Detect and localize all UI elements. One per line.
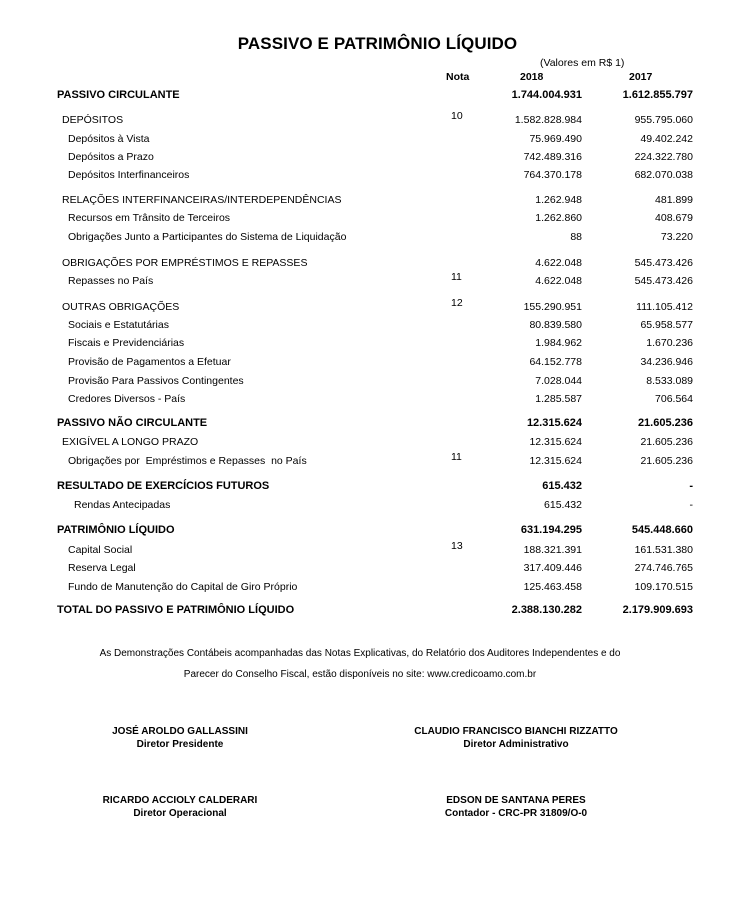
table-row	[0, 562, 755, 580]
table-row	[0, 524, 755, 542]
row-value-2017: 274.746.765	[634, 562, 693, 574]
table-row	[0, 89, 755, 107]
table-row	[0, 436, 755, 454]
row-value-2017: 49.402.242	[640, 133, 693, 145]
row-value-2018: 88	[570, 231, 582, 243]
row-value-2017: -	[689, 499, 693, 511]
row-value-2018: 125.463.458	[523, 581, 582, 593]
table-row	[0, 110, 755, 132]
row-label: Depósitos a Prazo	[68, 151, 154, 163]
table-row	[0, 581, 755, 599]
table-row	[0, 604, 755, 622]
row-value-2017: -	[689, 480, 693, 492]
row-label: Rendas Antecipadas	[74, 499, 171, 511]
row-value-2018: 4.622.048	[535, 275, 582, 287]
table-row	[0, 169, 755, 187]
row-nota: 11	[451, 451, 462, 463]
signature-role: Diretor Presidente	[136, 739, 224, 750]
signature-name: JOSÉ AROLDO GALLASSINI	[112, 726, 248, 737]
column-header-2018: 2018	[520, 71, 544, 83]
row-value-2017: 224.322.780	[634, 151, 693, 163]
row-value-2018: 1.285.587	[535, 393, 582, 405]
row-label: PASSIVO NÃO CIRCULANTE	[57, 417, 208, 429]
table-row	[0, 480, 755, 498]
row-value-2018: 4.622.048	[535, 257, 582, 269]
table-row	[0, 319, 755, 337]
column-header-2017: 2017	[629, 71, 653, 83]
table-row	[0, 499, 755, 517]
row-value-2018: 631.194.295	[520, 524, 582, 536]
row-label: Credores Diversos - País	[68, 393, 186, 405]
table-row	[0, 540, 755, 562]
footnote-line-2: Parecer do Conselho Fiscal, estão disponíveis no site: www.credicoamo.com.br	[183, 669, 537, 680]
table-row	[0, 194, 755, 212]
row-label: RELAÇÕES INTERFINANCEIRAS/INTERDEPENDÊNCIAS	[62, 194, 342, 206]
row-label: Capital Social	[68, 544, 133, 556]
page-title: PASSIVO E PATRIMÔNIO LÍQUIDO	[237, 34, 518, 53]
row-label: OBRIGAÇÕES POR EMPRÉSTIMOS E REPASSES	[62, 257, 308, 269]
table-row	[0, 417, 755, 435]
table-row	[0, 212, 755, 230]
row-label: Obrigações Junto a Participantes do Sistema de Liquidação	[68, 231, 347, 243]
units-note: (Valores em R$ 1)	[540, 57, 625, 69]
table-row	[0, 151, 755, 169]
row-value-2018: 742.489.316	[523, 151, 582, 163]
row-value-2017: 545.448.660	[631, 524, 693, 536]
row-value-2018: 1.262.948	[535, 194, 582, 206]
row-value-2017: 1.612.855.797	[622, 89, 693, 101]
row-value-2017: 545.473.426	[634, 257, 693, 269]
table-row	[0, 271, 755, 293]
signature-block-president	[80, 725, 280, 751]
row-label: EXIGÍVEL A LONGO PRAZO	[62, 436, 199, 448]
row-nota: 13	[451, 540, 463, 552]
row-value-2017: 161.531.380	[634, 544, 693, 556]
row-label: Depósitos Interfinanceiros	[68, 169, 190, 181]
signature-block-accountant	[416, 794, 616, 820]
row-value-2018: 64.152.778	[529, 356, 582, 368]
signature-name: CLAUDIO FRANCISCO BIANCHI RIZZATTO	[414, 726, 618, 737]
table-row	[0, 356, 755, 374]
row-value-2017: 545.473.426	[634, 275, 693, 287]
row-value-2018: 1.262.860	[535, 212, 582, 224]
row-value-2017: 481.899	[655, 194, 693, 206]
row-label: Recursos em Trânsito de Terceiros	[68, 212, 231, 224]
table-row	[0, 297, 755, 319]
row-label: Repasses no País	[68, 275, 154, 287]
row-label: Fiscais e Previdenciárias	[68, 337, 185, 349]
row-value-2018: 1.984.962	[535, 337, 582, 349]
table-row	[0, 393, 755, 411]
row-label: Provisão de Pagamentos a Efetuar	[68, 356, 231, 368]
row-nota: 12	[451, 297, 463, 309]
signature-name: EDSON DE SANTANA PERES	[446, 795, 586, 806]
row-label: Obrigações por Empréstimos e Repasses no País	[68, 455, 307, 467]
row-value-2018: 155.290.951	[523, 301, 582, 313]
row-value-2018: 1.744.004.931	[511, 89, 582, 101]
row-value-2017: 21.605.236	[640, 455, 693, 467]
row-label: PATRIMÔNIO LÍQUIDO	[57, 524, 175, 536]
row-label: Fundo de Manutenção do Capital de Giro Próprio	[68, 581, 298, 593]
row-value-2018: 1.582.828.984	[514, 114, 582, 126]
row-value-2017: 21.605.236	[637, 417, 693, 429]
row-value-2018: 80.839.580	[529, 319, 582, 331]
row-label: Depósitos à Vista	[68, 133, 150, 145]
row-value-2017: 8.533.089	[646, 375, 693, 387]
row-value-2017: 34.236.946	[640, 356, 693, 368]
table-row	[0, 231, 755, 249]
row-value-2018: 615.432	[542, 480, 582, 492]
signature-block-operational	[70, 794, 290, 820]
row-value-2018: 188.321.391	[523, 544, 582, 556]
row-label: PASSIVO CIRCULANTE	[57, 89, 180, 101]
table-row	[0, 133, 755, 151]
footnote-line-1: As Demonstrações Contábeis acompanhadas das Notas Explicativas, do Relatório dos Auditores Independentes e do	[99, 648, 621, 659]
row-value-2018: 764.370.178	[523, 169, 582, 181]
row-value-2017: 408.679	[655, 212, 693, 224]
signature-name: RICARDO ACCIOLY CALDERARI	[102, 795, 258, 806]
row-value-2017: 955.795.060	[634, 114, 693, 126]
table-row	[0, 337, 755, 355]
row-label: Reserva Legal	[68, 562, 136, 574]
row-label: TOTAL DO PASSIVO E PATRIMÔNIO LÍQUIDO	[57, 604, 295, 616]
row-label: Sociais e Estatutárias	[68, 319, 169, 331]
row-nota: 11	[451, 271, 462, 283]
row-value-2017: 682.070.038	[634, 169, 693, 181]
row-label: DEPÓSITOS	[62, 114, 124, 126]
row-value-2018: 75.969.490	[529, 133, 582, 145]
row-value-2018: 2.388.130.282	[511, 604, 582, 616]
row-nota: 10	[451, 110, 463, 122]
row-value-2017: 1.670.236	[646, 337, 693, 349]
row-value-2018: 12.315.624	[529, 455, 582, 467]
column-header-nota: Nota	[446, 71, 470, 83]
table-row	[0, 375, 755, 393]
row-value-2018: 317.409.446	[523, 562, 582, 574]
row-value-2017: 111.105.412	[636, 301, 693, 313]
row-value-2018: 12.315.624	[529, 436, 582, 448]
table-row	[0, 257, 755, 275]
signature-role: Contador - CRC-PR 31809/O-0	[444, 808, 588, 819]
signature-role: Diretor Administrativo	[463, 739, 569, 750]
row-value-2017: 2.179.909.693	[622, 604, 693, 616]
row-label: RESULTADO DE EXERCÍCIOS FUTUROS	[57, 480, 270, 492]
row-value-2018: 12.315.624	[526, 417, 582, 429]
signature-block-administrative	[396, 725, 636, 751]
table-row	[0, 451, 755, 473]
row-label: Provisão Para Passivos Contingentes	[68, 375, 244, 387]
row-value-2017: 21.605.236	[640, 436, 693, 448]
row-value-2017: 65.958.577	[640, 319, 693, 331]
row-value-2018: 615.432	[544, 499, 582, 511]
row-value-2017: 73.220	[660, 231, 693, 243]
row-value-2017: 109.170.515	[634, 581, 693, 593]
row-value-2017: 706.564	[655, 393, 693, 405]
row-label: OUTRAS OBRIGAÇÕES	[62, 301, 180, 313]
row-value-2018: 7.028.044	[535, 375, 582, 387]
signature-role: Diretor Operacional	[133, 808, 227, 819]
